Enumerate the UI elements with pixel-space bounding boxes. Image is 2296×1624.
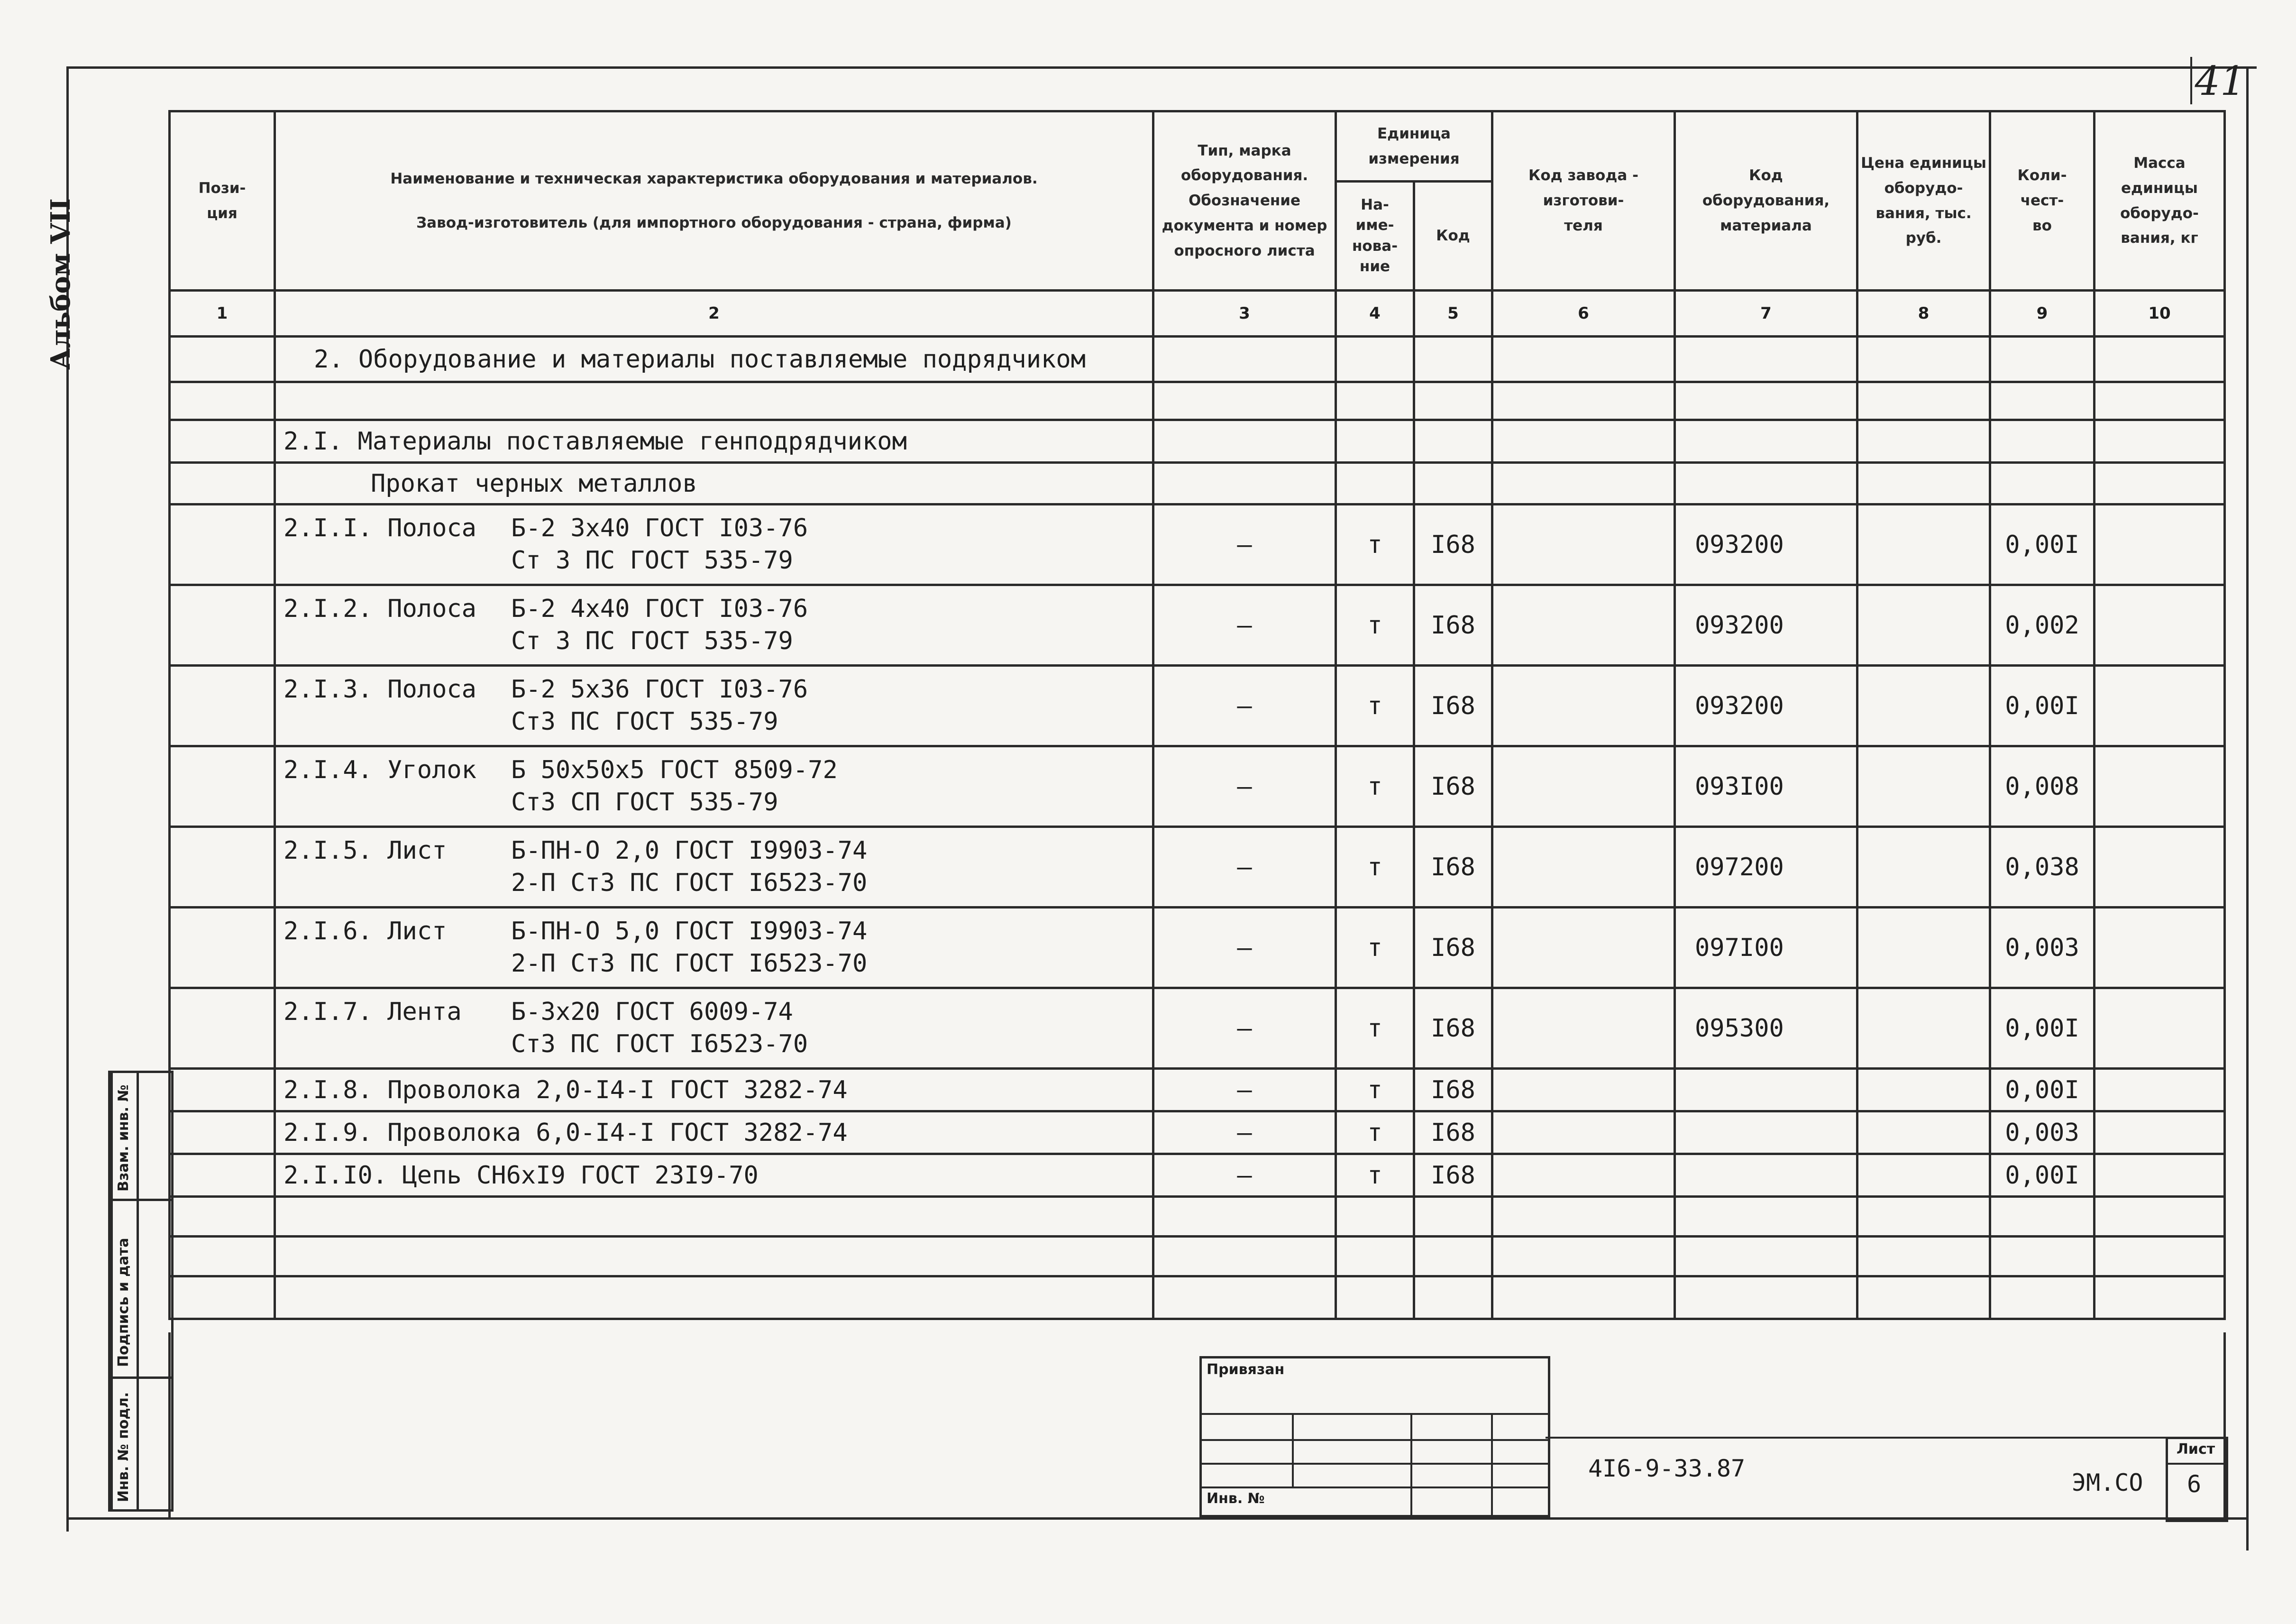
item-spec-line2: Ст3 ПС ГОСТ 535-79 bbox=[511, 707, 778, 736]
item-unit: т bbox=[1336, 908, 1414, 988]
item-position: 2.I.5. Лист bbox=[284, 836, 447, 865]
sheet-number: 6 bbox=[2187, 1470, 2202, 1498]
section-2-title: 2. Оборудование и материалы поставляемые подрядчиком bbox=[275, 337, 1153, 382]
item-quantity: 0,008 bbox=[1990, 746, 2095, 827]
header-mass: Масса единицы оборудо- вания, кг bbox=[2095, 111, 2225, 291]
item-position: 2.I.2. Полоса bbox=[284, 594, 476, 623]
item-unit: т bbox=[1336, 666, 1414, 746]
item-unit: т bbox=[1336, 1154, 1414, 1197]
item-unit: т bbox=[1336, 1069, 1414, 1111]
table-row bbox=[170, 827, 2225, 908]
item-spec-line2: Ст 3 ПС ГОСТ 535-79 bbox=[511, 546, 793, 575]
table-row bbox=[170, 666, 2225, 746]
item-unit-code: I68 bbox=[1414, 585, 1492, 666]
item-description: 2.I.9. Проволока 6,0-I4-I ГОСТ 3282-74 bbox=[275, 1111, 1153, 1154]
item-spec-line1: Б-2 5х36 ГОСТ I03-76 bbox=[511, 675, 808, 704]
item-material-code: 093200 bbox=[1675, 505, 1857, 585]
header-price: Цена единицы оборудо- вания, тыс. руб. bbox=[1857, 111, 1990, 291]
frame-right bbox=[2246, 66, 2249, 1551]
item-position: 2.I.4. Уголок bbox=[284, 755, 476, 784]
item-unit-code: I68 bbox=[1414, 1069, 1492, 1111]
item-spec-line1: Б-2 4х40 ГОСТ I03-76 bbox=[511, 594, 808, 623]
item-position: 2.I.6. Лист bbox=[284, 917, 447, 945]
item-unit: т bbox=[1336, 505, 1414, 585]
header-name: Наименование и техническая характеристика оборудования и материалов. Завод-изготовитель (для импортного оборудования - страна, фирма) bbox=[275, 111, 1153, 291]
item-unit-code: I68 bbox=[1414, 908, 1492, 988]
item-type: – bbox=[1153, 1069, 1336, 1111]
item-unit-code: I68 bbox=[1414, 505, 1492, 585]
item-quantity: 0,003 bbox=[1990, 1111, 2095, 1154]
item-type: – bbox=[1153, 1154, 1336, 1197]
table-row bbox=[170, 988, 2225, 1069]
item-spec-line1: Б-2 3х40 ГОСТ I03-76 bbox=[511, 514, 808, 542]
item-spec-line1: Б-3х20 ГОСТ 6009-74 bbox=[511, 997, 793, 1026]
item-description: 2.I.8. Проволока 2,0-I4-I ГОСТ 3282-74 bbox=[275, 1069, 1153, 1111]
item-quantity: 0,038 bbox=[1990, 827, 2095, 908]
table-row bbox=[170, 505, 2225, 585]
colnum-10: 10 bbox=[2095, 291, 2225, 337]
item-material-code: 095300 bbox=[1675, 988, 1857, 1069]
item-unit-code: I68 bbox=[1414, 746, 1492, 827]
frame-top bbox=[66, 66, 2257, 69]
item-spec-line2: 2-П Ст3 ПС ГОСТ I6523-70 bbox=[511, 868, 868, 897]
document-code: 4I6-9-33.87 bbox=[1588, 1455, 1746, 1482]
item-spec-line2: Ст3 СП ГОСТ 535-79 bbox=[511, 788, 778, 817]
item-material-code: 097200 bbox=[1675, 827, 1857, 908]
colnum-9: 9 bbox=[1990, 291, 2095, 337]
document-mark: ЭМ.СО bbox=[2072, 1469, 2143, 1496]
sheet-label: Лист bbox=[2177, 1441, 2215, 1458]
item-type: – bbox=[1153, 1111, 1336, 1154]
item-type: – bbox=[1153, 505, 1336, 585]
item-unit-code: I68 bbox=[1414, 1111, 1492, 1154]
item-position: 2.I.I. Полоса bbox=[284, 514, 476, 542]
item-type: – bbox=[1153, 666, 1336, 746]
table-row bbox=[170, 585, 2225, 666]
header-position: Пози- ция bbox=[170, 111, 275, 291]
corner-box-left bbox=[2190, 57, 2192, 104]
item-type: – bbox=[1153, 746, 1336, 827]
item-material-code: 093I00 bbox=[1675, 746, 1857, 827]
item-quantity: 0,00I bbox=[1990, 1069, 2095, 1111]
item-quantity: 0,00I bbox=[1990, 666, 2095, 746]
colnum-2: 2 bbox=[275, 291, 1153, 337]
item-unit: т bbox=[1336, 585, 1414, 666]
stamp-replaced-inv: Взам. инв. № bbox=[115, 1084, 132, 1192]
header-unit-code: Код bbox=[1414, 182, 1492, 291]
header-type: Тип, марка оборудования. Обозначение документа и номер опросного листа bbox=[1153, 111, 1336, 291]
item-spec-line1: Б-ПН-О 5,0 ГОСТ I9903-74 bbox=[511, 917, 868, 945]
item-quantity: 0,00I bbox=[1990, 1154, 2095, 1197]
header-unit: Единица измерения bbox=[1336, 111, 1492, 182]
item-type: – bbox=[1153, 988, 1336, 1069]
colnum-1: 1 bbox=[170, 291, 275, 337]
colnum-4: 4 bbox=[1336, 291, 1414, 337]
item-unit: т bbox=[1336, 1111, 1414, 1154]
colnum-5: 5 bbox=[1414, 291, 1492, 337]
table-row bbox=[170, 1154, 2225, 1197]
header-material-code: Код оборудования, материала bbox=[1675, 111, 1857, 291]
item-unit: т bbox=[1336, 988, 1414, 1069]
item-position: 2.I.7. Лента bbox=[284, 997, 462, 1026]
item-type: – bbox=[1153, 908, 1336, 988]
item-unit: т bbox=[1336, 746, 1414, 827]
item-quantity: 0,003 bbox=[1990, 908, 2095, 988]
colnum-3: 3 bbox=[1153, 291, 1336, 337]
bound-block bbox=[1199, 1356, 1550, 1517]
item-unit-code: I68 bbox=[1414, 988, 1492, 1069]
item-unit-code: I68 bbox=[1414, 827, 1492, 908]
table-row bbox=[170, 1111, 2225, 1154]
item-type: – bbox=[1153, 827, 1336, 908]
table-row bbox=[170, 908, 2225, 988]
item-spec-line2: Ст 3 ПС ГОСТ 535-79 bbox=[511, 626, 793, 655]
item-spec-line1: Б-ПН-О 2,0 ГОСТ I9903-74 bbox=[511, 836, 868, 865]
section-2-1-title: 2.I. Материалы поставляемые генподрядчиком bbox=[275, 420, 1153, 463]
item-position: 2.I.3. Полоса bbox=[284, 675, 476, 704]
item-unit-code: I68 bbox=[1414, 666, 1492, 746]
table-lower-left bbox=[168, 1332, 171, 1517]
item-quantity: 0,00I bbox=[1990, 505, 2095, 585]
bound-label: Привязан bbox=[1207, 1361, 1285, 1378]
item-unit: т bbox=[1336, 827, 1414, 908]
stamp-signature-date: Подпись и дата bbox=[115, 1238, 132, 1367]
title-divider bbox=[1546, 1437, 2223, 1439]
item-material-code: 093200 bbox=[1675, 585, 1857, 666]
section-2-1-subtitle: Прокат черных металлов bbox=[275, 463, 1153, 505]
item-quantity: 0,002 bbox=[1990, 585, 2095, 666]
colnum-8: 8 bbox=[1857, 291, 1990, 337]
item-type: – bbox=[1153, 585, 1336, 666]
page-corner-number: 41 bbox=[2195, 58, 2246, 104]
header-quantity: Коли- чест- во bbox=[1990, 111, 2095, 291]
item-material-code: 093200 bbox=[1675, 666, 1857, 746]
item-description: 2.I.I0. Цепь СН6хI9 ГОСТ 23I9-70 bbox=[275, 1154, 1153, 1197]
stamp-original-inv: Инв. № подл. bbox=[115, 1392, 132, 1502]
sheet-box bbox=[2166, 1437, 2228, 1522]
colnum-7: 7 bbox=[1675, 291, 1857, 337]
colnum-6: 6 bbox=[1492, 291, 1675, 337]
inv-label: Инв. № bbox=[1207, 1490, 1265, 1507]
item-unit-code: I68 bbox=[1414, 1154, 1492, 1197]
item-quantity: 0,00I bbox=[1990, 988, 2095, 1069]
table-row bbox=[170, 1069, 2225, 1111]
frame-bottom bbox=[66, 1517, 2247, 1520]
item-spec-line1: Б 50х50х5 ГОСТ 8509-72 bbox=[511, 755, 838, 784]
specification-table bbox=[168, 110, 2226, 1320]
header-unit-name: На- име- нова- ние bbox=[1336, 182, 1414, 291]
side-stamp-box bbox=[108, 1071, 174, 1512]
album-label: Альбом VII bbox=[45, 198, 76, 370]
table-row bbox=[170, 746, 2225, 827]
header-factory-code: Код завода - изготови- теля bbox=[1492, 111, 1675, 291]
item-spec-line2: 2-П Ст3 ПС ГОСТ I6523-70 bbox=[511, 949, 868, 978]
item-spec-line2: Ст3 ПС ГОСТ I6523-70 bbox=[511, 1029, 808, 1058]
item-material-code: 097I00 bbox=[1675, 908, 1857, 988]
